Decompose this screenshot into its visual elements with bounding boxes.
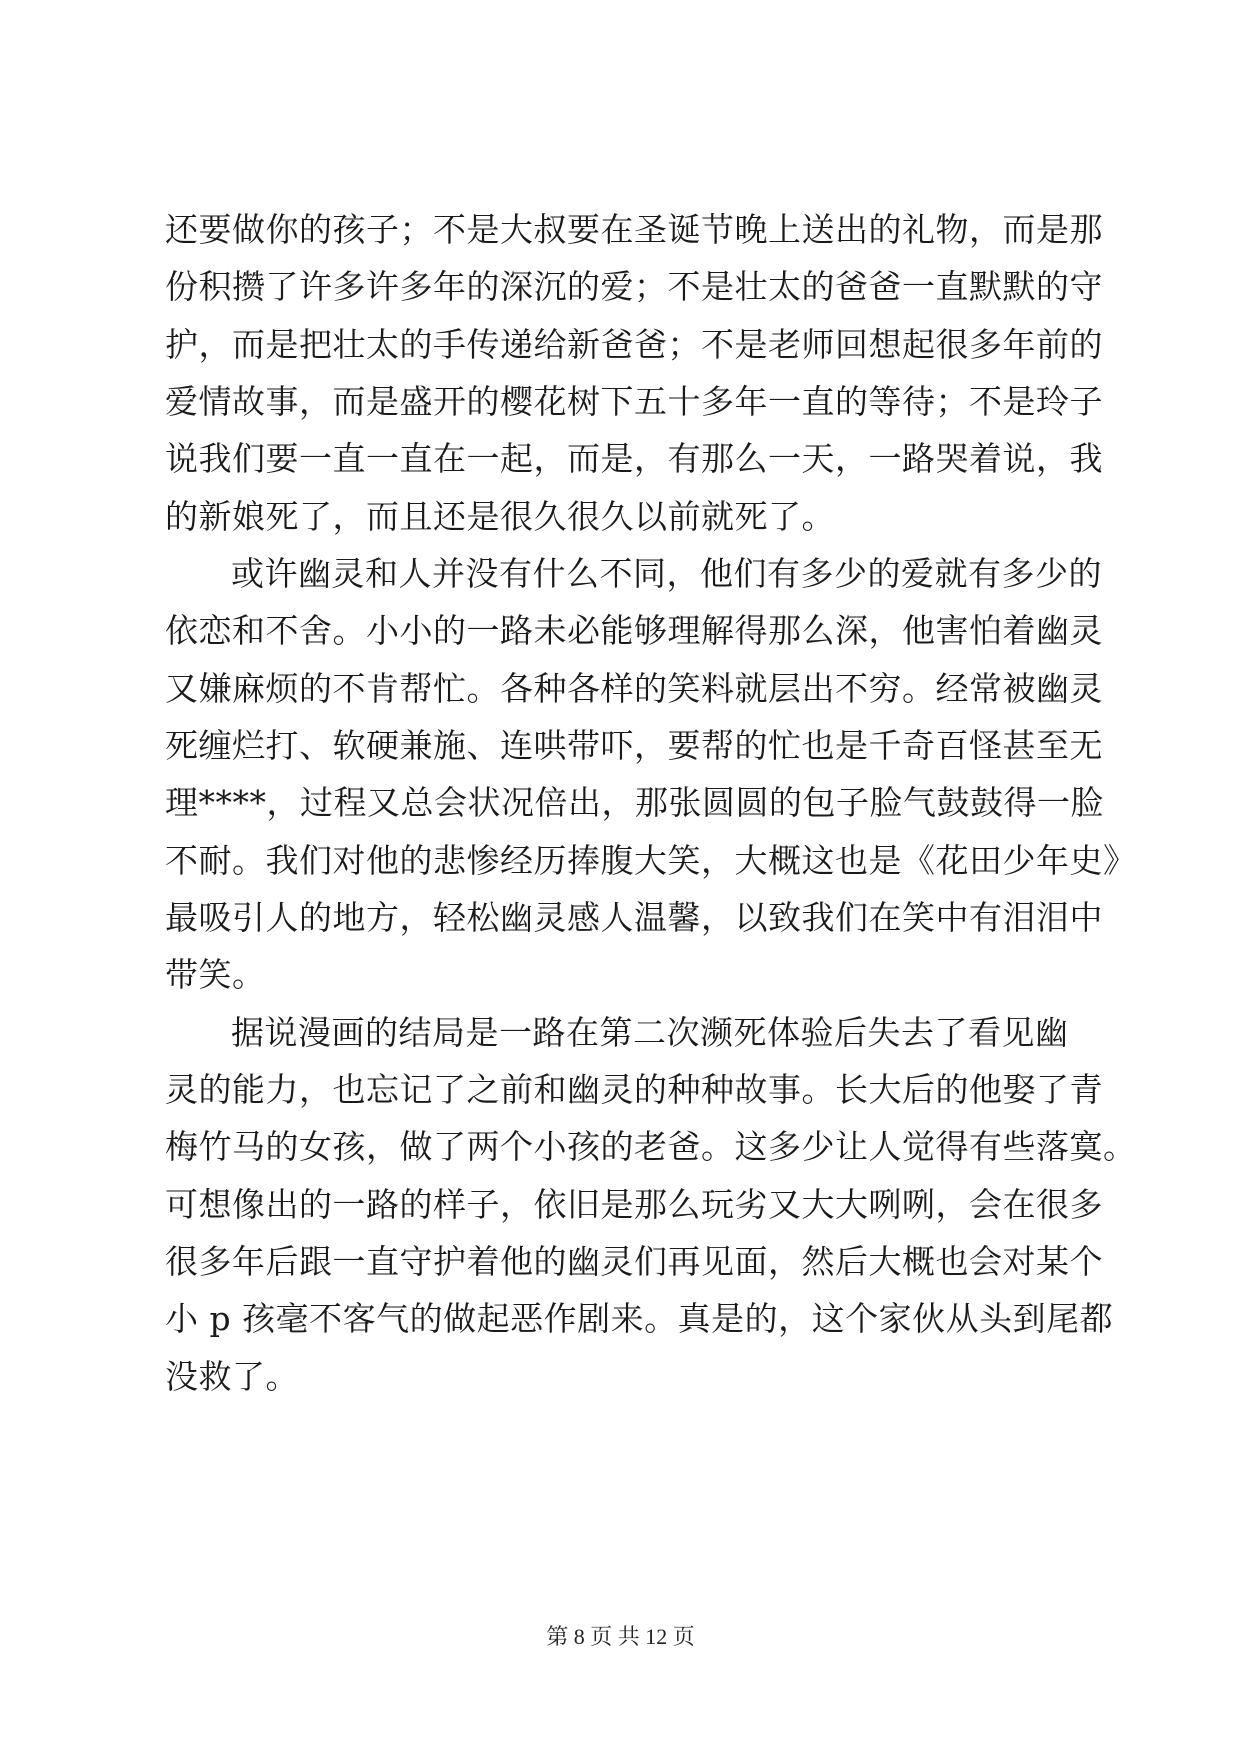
text-line: 可想像出的一路的样子，依旧是那么玩劣又大大咧咧，会在很多 — [165, 1185, 1103, 1224]
text-line: 份积攒了许多许多年的深沉的爱；不是壮太的爸爸一直默默的守 — [165, 267, 1103, 306]
text-line: 又嫌麻烦的不肯帮忙。各种各样的笑料就层出不穷。经常被幽灵 — [165, 669, 1103, 708]
text-line: 最吸引人的地方，轻松幽灵感人温馨，以致我们在笑中有泪泪中 — [165, 898, 1103, 937]
text-line: 灵的能力，也忘记了之前和幽灵的种种故事。长大后的他娶了青 — [165, 1070, 1103, 1109]
page-number-footer: 第 8 页 共 12 页 — [546, 1624, 695, 1649]
text-line: 死缠烂打、软硬兼施、连哄带吓，要帮的忙也是千奇百怪甚至无 — [165, 726, 1103, 765]
text-line: 的新娘死了，而且还是很久很久以前就死了。 — [165, 497, 835, 536]
text-line: 小 p 孩毫不客气的做起恶作剧来。真是的，这个家伙从头到尾都 — [165, 1299, 1114, 1338]
paragraph-start-line: 或许幽灵和人并没有什么不同，他们有多少的爱就有多少的 — [231, 554, 1102, 593]
text-line: 说我们要一直一直在一起，而是，有那么一天，一路哭着说，我 — [165, 439, 1103, 478]
text-line: 依恋和不舍。小小的一路未必能够理解得那么深，他害怕着幽灵 — [165, 611, 1103, 650]
text-line: 还要做你的孩子；不是大叔要在圣诞节晚上送出的礼物，而是那 — [165, 210, 1103, 249]
text-line: 梅竹马的女孩，做了两个小孩的老爸。这多少让人觉得有些落寞。 — [165, 1127, 1137, 1166]
text-line: 理****，过程又总会状况倍出，那张圆圆的包子脸气鼓鼓得一脸 — [165, 783, 1104, 822]
text-line: 不耐。我们对他的悲惨经历捧腹大笑，大概这也是《花田少年史》 — [165, 841, 1137, 880]
paragraph-start-line: 据说漫画的结局是一路在第二次濒死体验后失去了看见幽 — [231, 1013, 1069, 1052]
text-line: 护，而是把壮太的手传递给新爸爸；不是老师回想起很多年前的 — [165, 325, 1103, 364]
text-line: 没救了。 — [165, 1357, 299, 1396]
text-line: 爱情故事，而是盛开的樱花树下五十多年一直的等待；不是玲子 — [165, 382, 1103, 421]
text-line: 带笑。 — [165, 955, 266, 994]
text-line: 很多年后跟一直守护着他的幽灵们再见面，然后大概也会对某个 — [165, 1242, 1103, 1281]
